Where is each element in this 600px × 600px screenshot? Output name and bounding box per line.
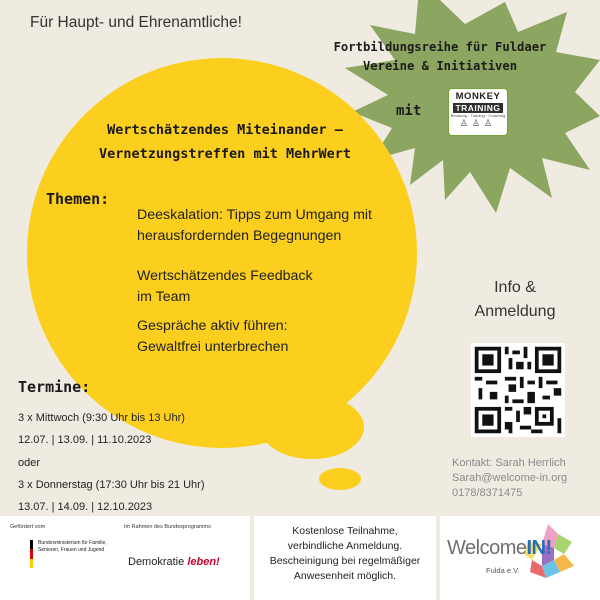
topic-line: Gewaltfrei unterbrechen (137, 339, 289, 355)
welcome-in-subtitle: Fulda e.V. (486, 566, 520, 575)
termine-line: 3 x Donnerstag (17:30 Uhr bis 21 Uhr) (18, 479, 205, 491)
qr-code-icon[interactable] (471, 343, 565, 437)
monkey-figures-icon: ♙♙♙ (459, 118, 497, 128)
welcome-word: Welcome (447, 537, 527, 559)
contact-name: Kontakt: Sarah Herrlich (452, 457, 566, 469)
yellow-bubble-tiny (319, 468, 361, 490)
topic-deeskalation (137, 205, 402, 247)
conditions-line: verbindliche Anmeldung. (287, 540, 403, 552)
series-title-line1: Fortbildungsreihe für Fuldaer (333, 40, 547, 54)
logo-training-word: TRAINING (453, 103, 503, 113)
conditions-line: Anwesenheit möglich. (293, 570, 397, 582)
info-title (455, 276, 575, 324)
termine-label: Termine: (18, 378, 91, 396)
program-label: Im Rahmen des Bundesprogramms (124, 524, 211, 530)
termine-line: oder (18, 457, 41, 469)
topic-line: im Team (137, 289, 191, 305)
termine-line: 12.07. | 13.09. | 11.10.2023 (18, 434, 152, 446)
info-title-line2: Anmeldung (474, 303, 556, 320)
info-title-line1: Info & (494, 279, 536, 296)
in-word: IN! (526, 537, 552, 559)
demokratie-word: Demokratie (128, 556, 185, 568)
participation-conditions (256, 524, 434, 584)
topic-feedback (137, 266, 382, 308)
series-title-line2: Vereine & Initiativen (362, 59, 518, 73)
logo-tagline: Beratung · Training · Coaching (450, 113, 506, 118)
topic-line: Gespräche aktiv führen: (137, 318, 288, 334)
yellow-bubble-small (260, 395, 364, 459)
demokratie-leben-logo (128, 556, 220, 568)
german-flag-icon (30, 540, 33, 568)
termine-line: 3 x Mittwoch (9:30 Uhr bis 13 Uhr) (18, 412, 185, 424)
topic-line: Deeskalation: Tipps zum Umgang mit (137, 207, 372, 223)
ministry-name: Bundesministerium für Familie, Senioren, Frauen und Jugend (38, 540, 107, 553)
headline (60, 118, 390, 166)
with-label: mit (396, 103, 422, 119)
headline-line2: Vernetzungstreffen mit MehrWert (99, 146, 351, 162)
contact-phone[interactable]: 0178/8371475 (452, 487, 523, 499)
topic-line: Wertschätzendes Feedback (137, 268, 313, 284)
topic-gespraeche (137, 316, 382, 358)
contact-email[interactable]: Sarah@welcome-in.org (452, 472, 568, 484)
themen-label: Themen: (46, 190, 110, 208)
logo-monkey-word: MONKEY (455, 91, 501, 102)
termine-line: 13.07. | 14.09. | 12.10.2023 (18, 501, 153, 513)
topic-line: herausfordernden Begegnungen (137, 228, 342, 244)
headline-line1: Wertschätzendes Miteinander – (107, 122, 343, 138)
series-title (325, 38, 555, 76)
conditions-line: Kostenlose Teilnahme, (292, 525, 398, 537)
conditions-line: Bescheinigung bei regelmäßiger (269, 555, 421, 567)
contact-block (452, 456, 567, 501)
tagline: Für Haupt- und Ehrenamtliche! (30, 14, 242, 31)
funded-by-label: Gefördert vom (10, 524, 46, 530)
welcome-in-logo (447, 537, 552, 560)
monkey-training-logo (448, 88, 508, 136)
leben-word: leben! (187, 556, 220, 568)
